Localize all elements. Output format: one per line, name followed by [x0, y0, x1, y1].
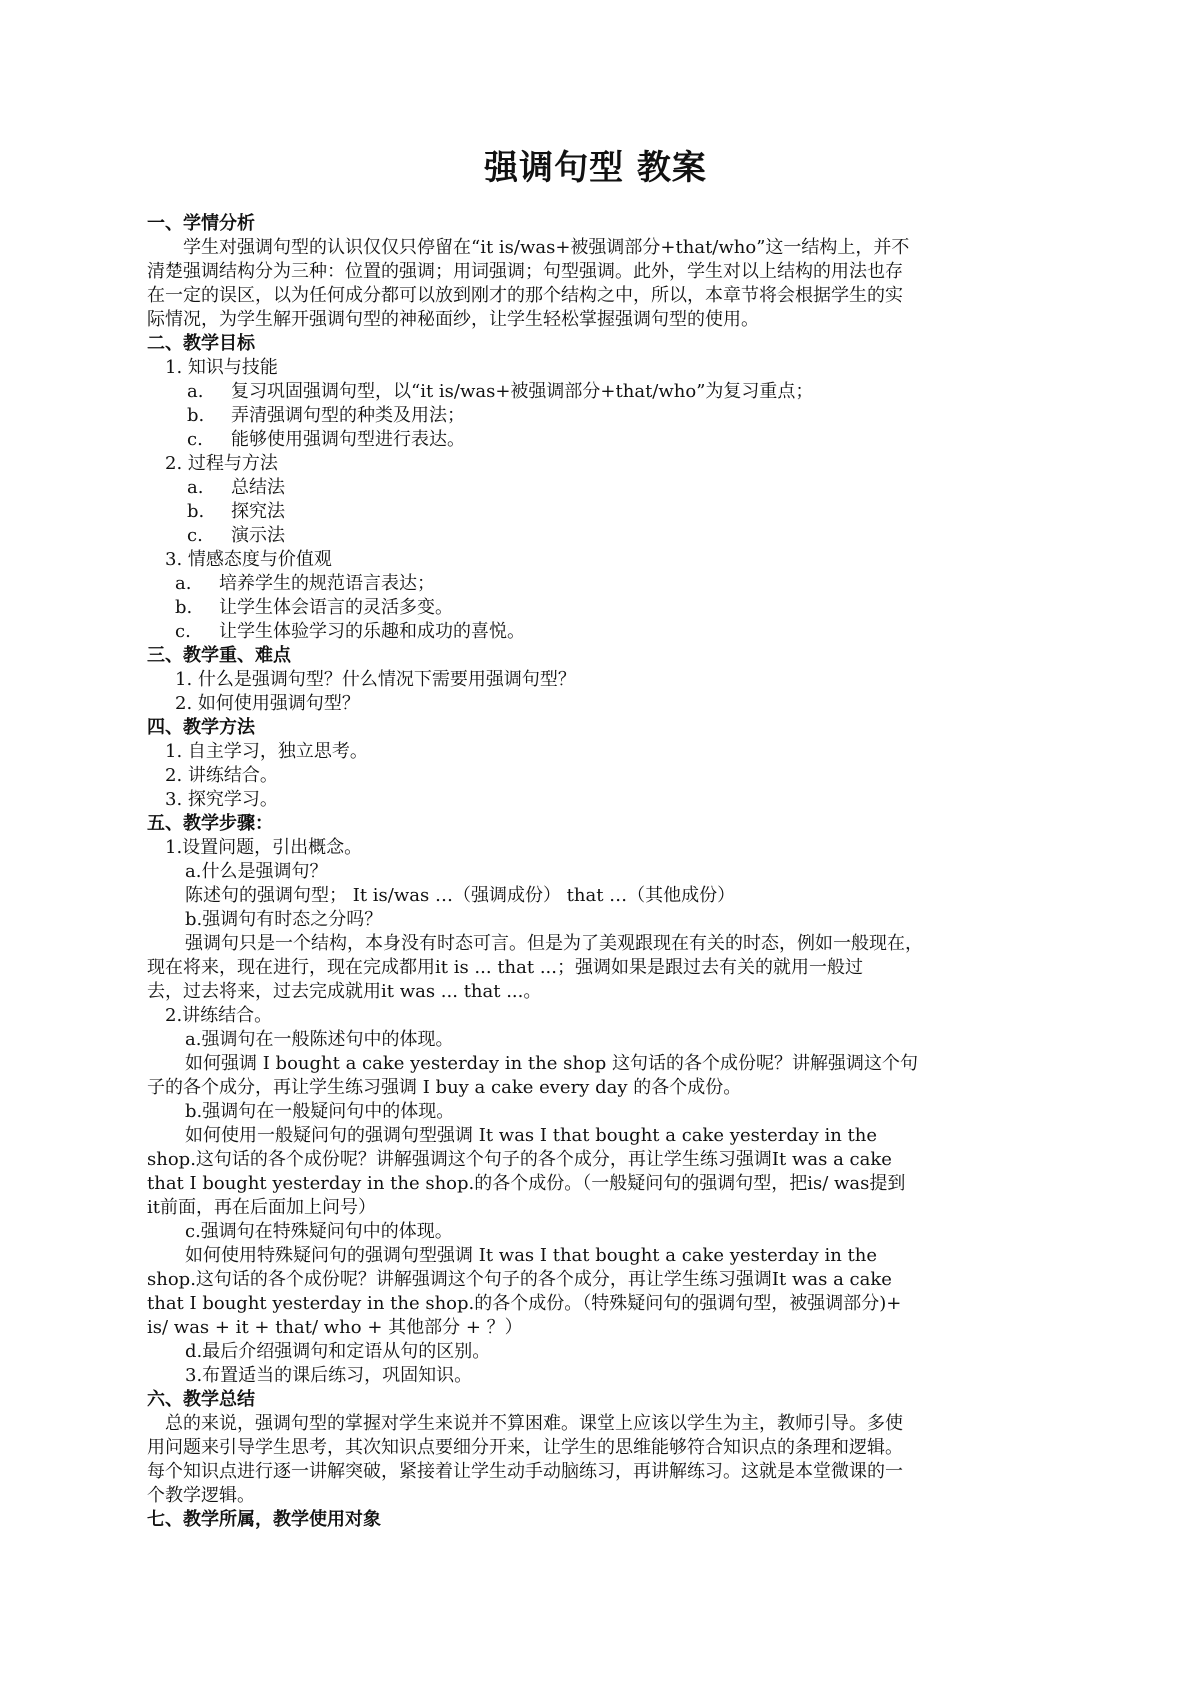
step-line: 陈述句的强调句型； It is/was …（强调成份） that …（其他成份） — [185, 885, 736, 906]
list-item — [147, 428, 1047, 452]
step-line: 如何使用一般疑问句的强调句型强调 It was I that bought a cake yesterday in the — [185, 1125, 878, 1146]
step-line: b.强调句在一般疑问句中的体现。 — [185, 1101, 455, 1122]
list-text: 总结法 — [231, 477, 285, 498]
step-line: 现在将来，现在进行，现在完成都用it is ... that ...；强调如果是跟过去有关的就用一般过 — [147, 957, 863, 978]
list-item — [147, 476, 1047, 500]
list-marker: c. — [187, 525, 203, 546]
step-line: d.最后介绍强调句和定语从句的区别。 — [185, 1341, 491, 1362]
step-line: it前面，再在后面加上问号） — [147, 1197, 376, 1218]
paragraph-line: 总的来说，强调句型的掌握对学生来说并不算困难。课堂上应该以学生为主，教师引导。多使 — [147, 1413, 903, 1434]
list-text: 弄清强调句型的种类及用法； — [231, 405, 465, 426]
step-line: that I bought yesterday in the shop.的各个成份。（特殊疑问句的强调句型，被强调部分)+ — [147, 1293, 902, 1314]
list-item — [147, 404, 1047, 428]
paragraph-line: 清楚强调结构分为三种：位置的强调；用词强调；句型强调。此外，学生对以上结构的用法也存 — [147, 261, 903, 282]
section-heading-2: 二、教学目标 — [147, 333, 255, 354]
section-heading-4: 四、教学方法 — [147, 717, 255, 738]
list-text: 复习巩固强调句型，以“it is/was+被强调部分+that/who”为复习重点； — [231, 381, 814, 402]
list-text: 能够使用强调句型进行表达。 — [231, 429, 465, 450]
list-text: 让学生体会语言的灵活多变。 — [219, 597, 453, 618]
step-line: 如何使用特殊疑问句的强调句型强调 It was I that bought a cake yesterday in the — [185, 1245, 878, 1266]
list-item: 3. 探究学习。 — [165, 789, 278, 810]
list-marker: c. — [187, 429, 203, 450]
paragraph-line: 学生对强调句型的认识仅仅只停留在“it is/was+被强调部分+that/who”这一结构上，并不 — [147, 237, 910, 258]
step-line: c.强调句在特殊疑问句中的体现。 — [185, 1221, 453, 1242]
step-line: shop.这句话的各个成份呢？讲解强调这个句子的各个成分，再让学生练习强调It was a cake — [147, 1149, 892, 1170]
section-heading-6: 六、教学总结 — [147, 1389, 255, 1410]
list-item — [147, 572, 1047, 596]
step-line: that I bought yesterday in the shop.的各个成份。（一般疑问句的强调句型，把is/ was提到 — [147, 1173, 906, 1194]
list-marker: b. — [187, 405, 205, 426]
list-marker: c. — [175, 621, 191, 642]
step-line: is/ was + it + that/ who + 其他部分 + ？） — [147, 1317, 523, 1338]
page-title: 强调句型 教案 — [484, 148, 707, 188]
step-line: b.强调句有时态之分吗？ — [185, 909, 383, 930]
step-line: 如何强调 I bought a cake yesterday in the shop 这句话的各个成份呢？讲解强调这个句 — [185, 1053, 918, 1074]
list-text: 探究法 — [231, 501, 285, 522]
paragraph-line: 个教学逻辑。 — [147, 1485, 255, 1506]
list-item — [147, 500, 1047, 524]
list-text: 培养学生的规范语言表达； — [219, 573, 435, 594]
list-item — [147, 524, 1047, 548]
step-line: shop.这句话的各个成份呢？讲解强调这个句子的各个成分，再让学生练习强调It was a cake — [147, 1269, 892, 1290]
list-item: 2. 讲练结合。 — [165, 765, 278, 786]
step-line: 强调句只是一个结构，本身没有时态可言。但是为了美观跟现在有关的时态，例如一般现在， — [185, 933, 923, 954]
list-marker: a. — [175, 573, 192, 594]
subsection-title: 1. 知识与技能 — [165, 357, 278, 378]
section-heading-1: 一、学情分析 — [147, 213, 255, 234]
list-marker: a. — [187, 381, 204, 402]
section-heading-3: 三、教学重、难点 — [147, 645, 291, 666]
list-item — [147, 620, 1047, 644]
list-item: 1. 自主学习，独立思考。 — [165, 741, 368, 762]
list-item: 2. 如何使用强调句型？ — [175, 693, 360, 714]
step-line: 子的各个成分，再让学生练习强调 I buy a cake every day 的各个成份。 — [147, 1077, 742, 1098]
step-line: 3.布置适当的课后练习，巩固知识。 — [185, 1365, 473, 1386]
paragraph-line: 在一定的误区，以为任何成分都可以放到刚才的那个结构之中，所以，本章节将会根据学生的实 — [147, 285, 903, 306]
list-text: 让学生体验学习的乐趣和成功的喜悦。 — [219, 621, 525, 642]
section-heading-5: 五、教学步骤： — [147, 813, 273, 834]
step-line: 去，过去将来，过去完成就用it was ... that ...。 — [147, 981, 542, 1002]
paragraph-line: 每个知识点进行逐一讲解突破，紧接着让学生动手动脑练习，再讲解练习。这就是本堂微课的一 — [147, 1461, 903, 1482]
subsection-title: 2. 过程与方法 — [165, 453, 278, 474]
list-marker: b. — [187, 501, 205, 522]
subsection-title: 3. 情感态度与价值观 — [165, 549, 332, 570]
list-item — [147, 380, 1047, 404]
list-item — [147, 596, 1047, 620]
step-line: a.什么是强调句？ — [185, 861, 328, 882]
list-item: 1. 什么是强调句型？什么情况下需要用强调句型？ — [175, 669, 576, 690]
list-marker: b. — [175, 597, 193, 618]
list-text: 演示法 — [231, 525, 285, 546]
step-line: 2.讲练结合。 — [165, 1005, 273, 1026]
document-body — [147, 212, 1047, 1532]
step-line: a.强调句在一般陈述句中的体现。 — [185, 1029, 454, 1050]
list-marker: a. — [187, 477, 204, 498]
section-heading-7: 七、教学所属，教学使用对象 — [147, 1509, 381, 1530]
step-line: 1.设置问题，引出概念。 — [165, 837, 363, 858]
paragraph-line: 用问题来引导学生思考，其次知识点要细分开来，让学生的思维能够符合知识点的条理和逻辑。 — [147, 1437, 903, 1458]
paragraph-line: 际情况，为学生解开强调句型的神秘面纱，让学生轻松掌握强调句型的使用。 — [147, 309, 759, 330]
